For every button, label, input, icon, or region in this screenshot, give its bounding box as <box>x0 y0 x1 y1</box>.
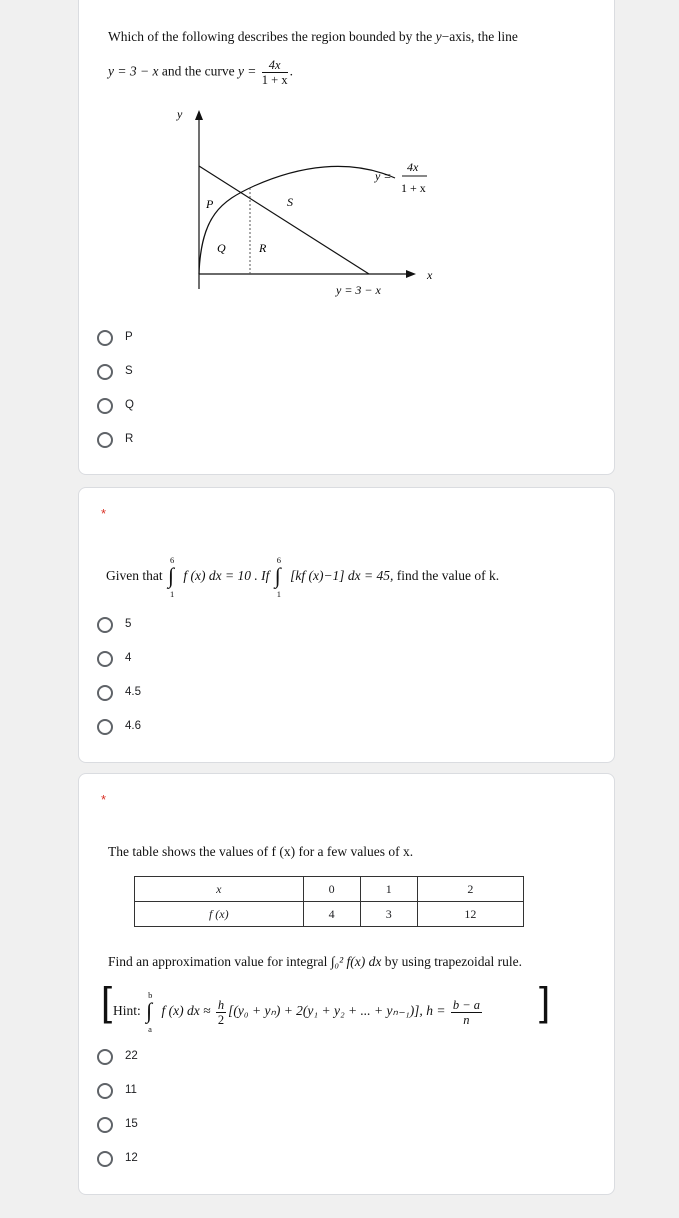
option-label: 4.5 <box>125 686 141 698</box>
radio-button[interactable] <box>97 432 113 448</box>
option-label: 5 <box>125 618 132 630</box>
table-row <box>135 902 524 927</box>
region-label-p: P <box>206 197 214 211</box>
region-diagram <box>159 106 459 316</box>
radio-button[interactable] <box>97 685 113 701</box>
radio-button[interactable] <box>97 651 113 667</box>
required-mark: * <box>101 792 107 807</box>
table-cell: f (x) <box>135 902 304 927</box>
option-label: 4.6 <box>125 720 141 732</box>
x-axis-arrow <box>406 270 416 278</box>
required-mark: * <box>101 506 107 521</box>
question-3-find-text: Find an approximation value for integral ∫₀² f(x) dx by using trapezoidal rule. <box>108 954 522 969</box>
table-cell: 3 <box>360 902 417 927</box>
option-label: 4 <box>125 652 132 664</box>
radio-button[interactable] <box>97 1083 113 1099</box>
table-cell: 2 <box>417 877 523 902</box>
option-label: S <box>125 365 133 377</box>
region-label-q: Q <box>217 241 226 255</box>
curve-4x-over-1-plus-x <box>199 166 395 274</box>
option-label: P <box>125 331 133 343</box>
option-label: 12 <box>125 1152 138 1164</box>
y-axis-label: y <box>177 107 183 121</box>
radio-button[interactable] <box>97 1117 113 1133</box>
curve-label-lhs: y = <box>375 169 392 183</box>
radio-button[interactable] <box>97 617 113 633</box>
hint-formula: [ Hint: b ∫ a f (x) dx ≈ $\frac{h}{2}$ [(y₀ + yₙ) + 2(y₁ + y₂ + ... + yₙ₋₁)], h = $\frac{b - a}{n}$ ] <box>101 980 551 1034</box>
radio-button[interactable] <box>97 719 113 735</box>
x-axis-label: x <box>427 268 433 282</box>
values-table <box>134 876 524 927</box>
question-1-text-line2: y = 3 − x and the curve y = $\frac{4x}{1 + x}$ . <box>108 58 293 87</box>
line-y-3-minus-x <box>199 166 369 274</box>
option-label: R <box>125 433 134 445</box>
table-row <box>135 877 524 902</box>
option-label: 11 <box>125 1084 137 1096</box>
table-cell: 4 <box>303 902 360 927</box>
table-cell: 1 <box>360 877 417 902</box>
question-card-2 <box>78 487 615 763</box>
radio-button[interactable] <box>97 364 113 380</box>
option-label: 22 <box>125 1050 138 1062</box>
radio-button[interactable] <box>97 1151 113 1167</box>
radio-button[interactable] <box>97 398 113 414</box>
option-label: Q <box>125 399 134 411</box>
question-card-3 <box>78 773 615 1195</box>
option-label: 15 <box>125 1118 138 1130</box>
question-1-text-line1: Which of the following describes the region bounded by the y−axis, the line <box>108 29 518 44</box>
question-3-intro: The table shows the values of f (x) for a few values of x. <box>108 844 414 859</box>
table-cell: 0 <box>303 877 360 902</box>
question-card-1 <box>78 0 615 475</box>
region-label-s: S <box>287 195 293 209</box>
table-cell: 12 <box>417 902 523 927</box>
radio-button[interactable] <box>97 330 113 346</box>
line-label: y = 3 − x <box>336 283 381 297</box>
curve-label-num: 4x <box>407 160 419 174</box>
question-2-text: Given that 6 ∫ 1 f (x) dx = 10 . If 6 ∫ 1 [kf (x)−1] dx = 45, find the value of k. <box>106 555 500 599</box>
table-cell: x <box>135 877 304 902</box>
radio-button[interactable] <box>97 1049 113 1065</box>
y-axis-arrow <box>195 110 203 120</box>
region-label-r: R <box>259 241 267 255</box>
curve-label-den: 1 + x <box>401 181 426 195</box>
